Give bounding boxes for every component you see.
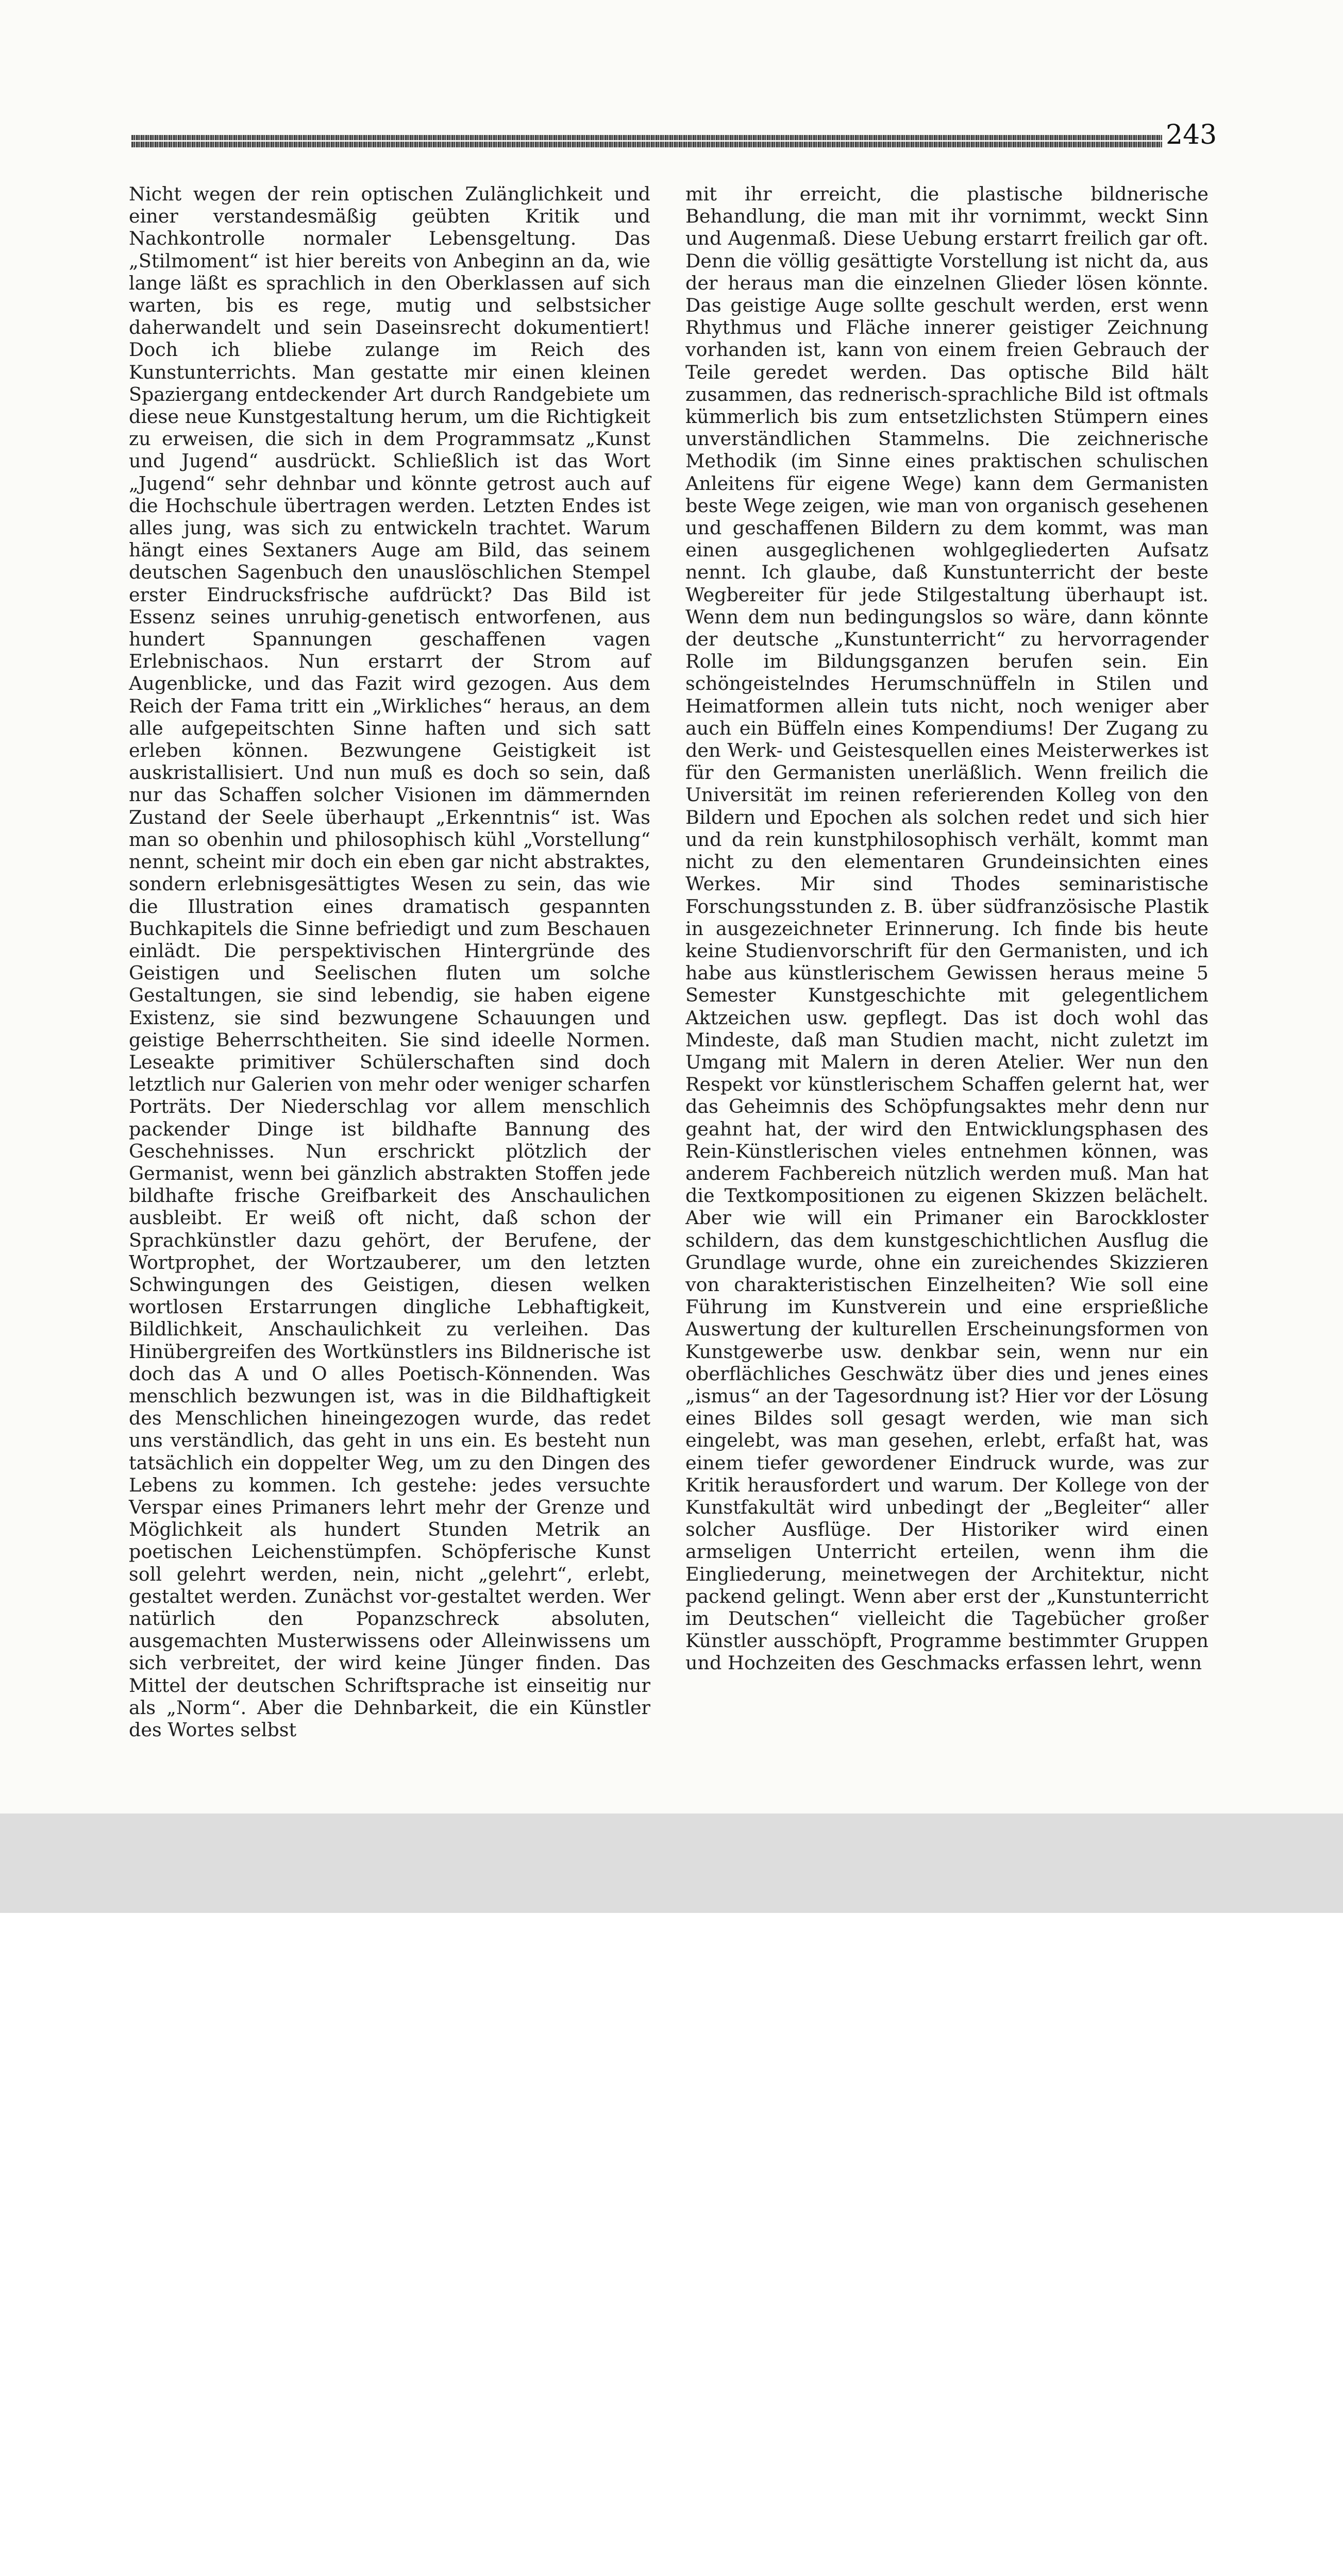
left-column-text: Nicht wegen der rein optischen Zulänglichkeit und einer verstandesmäßig geübten Kritik und Nachkontrolle normaler Lebensgeltung. Das „Stilmoment“ ist hier bereits von Anbeginn an da, wie lange läßt es sprachlich in den Oberklassen auf sich warten, bis es rege, mutig und selbstsicher daherwandelt und sein Daseinsrecht dokumentiert! Doch ich bliebe zulange im Reich des Kunstunterrichts. Man gestatte mir einen kleinen Spaziergang entdeckender Art durch Randgebiete um diese neue Kunstgestaltung herum, um die Richtigkeit zu erweisen, die sich in dem Programmsatz „Kunst und Jugend“ ausdrückt. Schließlich ist das Wort „Jugend“ sehr dehnbar und könnte getrost auch auf die Hochschule übertragen werden. Letzten Endes ist alles jung, was sich zu entwickeln trachtet. Warum hängt eines Sextaners Auge am Bild, das seinem deutschen Sagenbuch den unauslöschlichen Stempel erster Eindrucksfrische aufdrückt? Das Bild ist Essenz seines unruhig-genetisch entworfenen, aus hundert Spannungen geschaffenen vagen Erlebnischaos. Nun erstarrt der Strom auf Augenblicke, und das Fazit wird gezogen. Aus dem Reich der Fama tritt ein „Wirkliches“ heraus, an dem alle aufgepeitschten Sinne haften und sich satt erleben können. Bezwungene Geistigkeit ist auskristallisiert. Und nun muß es doch so sein, daß nur das Schaffen solcher Visionen im dämmernden Zustand der Seele überhaupt „Erkenntnis“ ist. Was man so obenhin und philosophisch kühl „Vorstellung“ nennt, scheint mir doch ein eben gar nicht abstraktes, sondern erlebnisgesättigtes Wesen zu sein, das wie die Illustration eines dramatisch gespannten Buchkapitels die Sinne befriedigt und zum Beschauen einlädt. Die perspektivischen Hintergründe des Geistigen und Seelischen fluten um solche Gestaltungen, sie sind lebendig, sie haben eigene Existenz, sie sind bezwungene Schauungen und geistige Beherrschtheiten. Sie sind ideelle Normen. Leseakte primitiver Schülerschaften sind doch letztlich nur Galerien von mehr oder weniger scharfen Porträts. Der Niederschlag vor allem menschlich packender Dinge ist bildhafte Bannung des Geschehnisses. Nun erschrickt plötzlich der Germanist, wenn bei gänzlich abstrakten Stoffen jede bildhafte frische Greifbarkeit des Anschaulichen ausbleibt. Er weiß oft nicht, daß schon der Sprachkünstler dazu gehört, der Berufene, der Wortprophet, der Wortzauberer, um den letzten Schwingungen des Geistigen, diesen welken wortlosen Erstarrungen dingliche Lebhaftigkeit, Bildlichkeit, Anschaulichkeit zu verleihen. Das Hinübergreifen des Wortkünstlers ins Bildnerische ist doch das A und O alles Poetisch-Könnenden. Was menschlich bezwungen ist, was in die Bildhaftigkeit des Menschlichen hineingezogen wurde, das redet uns verständlich, das geht in uns ein. Es besteht nun tatsächlich ein doppelter Weg, um zu den Dingen des Lebens zu kommen. Ich gestehe: jedes versuchte Verspar eines Primaners lehrt mehr der Grenze und Möglichkeit als hundert Stunden Metrik an poetischen Leichenstümpfen. Schöpferische Kunst soll gelehrt werden, nein, nicht „gelehrt“, erlebt, gestaltet werden. Zunächst vor-gestaltet werden. Wer natürlich den Popanzschreck absoluten, ausgemachten Musterwissens oder Alleinwissens um sich verbreitet, der wird keine Jünger finden. Das Mittel der deutschen Schriftsprache ist einseitig nur als „Norm“. Aber die Dehnbarkeit, die ein Künstler des Wortes selbst — [129, 183, 650, 1741]
page-number: 243 — [1166, 120, 1217, 150]
header-ornament-rule — [131, 135, 1162, 147]
right-text-column — [685, 183, 1208, 1698]
viewer-footer — [0, 1814, 1343, 1913]
right-column-text: mit ihr erreicht, die plastische bildnerische Behandlung, die man mit ihr vornimmt, weckt Sinn und Augenmaß. Diese Uebung erstarrt freilich gar oft. Denn die völlig gesättigte Vorstellung ist nicht da, aus der heraus man die einzelnen Glieder lösen könnte. Das geistige Auge sollte geschult werden, erst wenn Rhythmus und Fläche innerer geistiger Zeichnung vorhanden ist, kann von einem freien Gebrauch der Teile geredet werden. Das optische Bild hält zusammen, das rednerisch-sprachliche Bild ist oftmals kümmerlich bis zum entsetzlichsten Stümpern eines unverständlichen Stammelns. Die zeichnerische Methodik (im Sinne eines praktischen schulischen Anleitens für eigene Wege) kann dem Germanisten beste Wege zeigen, wie man von organisch gesehenen und geschaffenen Bildern zu dem kommt, was man einen ausgeglichenen wohlgegliederten Aufsatz nennt. Ich glaube, daß Kunstunterricht der beste Wegbereiter für jede Stilgestaltung überhaupt ist. Wenn dem nun bedingungslos so wäre, dann könnte der deutsche „Kunstunterricht“ zu hervorragender Rolle im Bildungsganzen berufen sein. Ein schöngeistelndes Herumschnüffeln in Stilen und Heimatformen allein tuts nicht, noch weniger aber auch ein Büffeln eines Kompendiums! Der Zugang zu den Werk- und Geistesquellen eines Meisterwerkes ist für den Germanisten unerläßlich. Wenn freilich die Universität im reinen referierenden Kolleg von den Bildern und Epochen als solchen redet und sich hier und da rein kunstphilosophisch verhält, kommt man nicht zu den elementaren Grundeinsichten eines Werkes. Mir sind Thodes seminaristische Forschungsstunden z. B. über südfranzösische Plastik in ausgezeichneter Erinnerung. Ich finde bis heute keine Studienvorschrift für den Germanisten, und ich habe aus künstlerischem Gewissen heraus meine 5 Semester Kunstgeschichte mit gelegentlichem Aktzeichen usw. gepflegt. Das ist doch wohl das Mindeste, daß man Studien macht, nicht zuletzt im Umgang mit Malern in deren Atelier. Wer nun den Respekt vor künstlerischem Schaffen gelernt hat, wer das Geheimnis des Schöpfungsaktes mehr denn nur geahnt hat, der wird den Entwicklungsphasen des Rein-Künstlerischen vieles entnehmen können, was anderem Fachbereich nützlich werden muß. Man hat die Textkompositionen zu eigenen Skizzen belächelt. Aber wie will ein Primaner ein Barockkloster schildern, das dem kunstgeschichtlichen Ausflug die Grundlage wurde, ohne ein zureichendes Skizzieren von charakteristischen Einzelheiten? Wie soll eine Führung im Kunstverein und eine ersprießliche Auswertung der kulturellen Erscheinungsformen von Kunstgewerbe usw. denkbar sein, wenn nur ein oberflächliches Geschwätz über dies und jenes eines „ismus“ an der Tagesordnung ist? Hier vor der Lösung eines Bildes soll gesagt werden, wie man sich eingelebt, was man gesehen, erlebt, erfaßt hat, was einem tiefer gewordener Eindruck wurde, was zur Kritik herausfordert und warum. Der Kollege von der Kunstfakultät wird unbedingt der „Begleiter“ aller solcher Ausflüge. Der Historiker wird einen armseligen Unterricht erteilen, wenn ihm die Eingliederung, meinetwegen der Architektur, nicht packend gelingt. Wenn aber erst der „Kunstunterricht im Deutschen“ vielleicht die Tagebücher großer Künstler ausschöpft, Programme bestimmter Gruppen und Hochzeiten des Geschmacks erfassen lehrt, wenn — [685, 183, 1208, 1674]
left-text-column — [129, 183, 650, 1741]
